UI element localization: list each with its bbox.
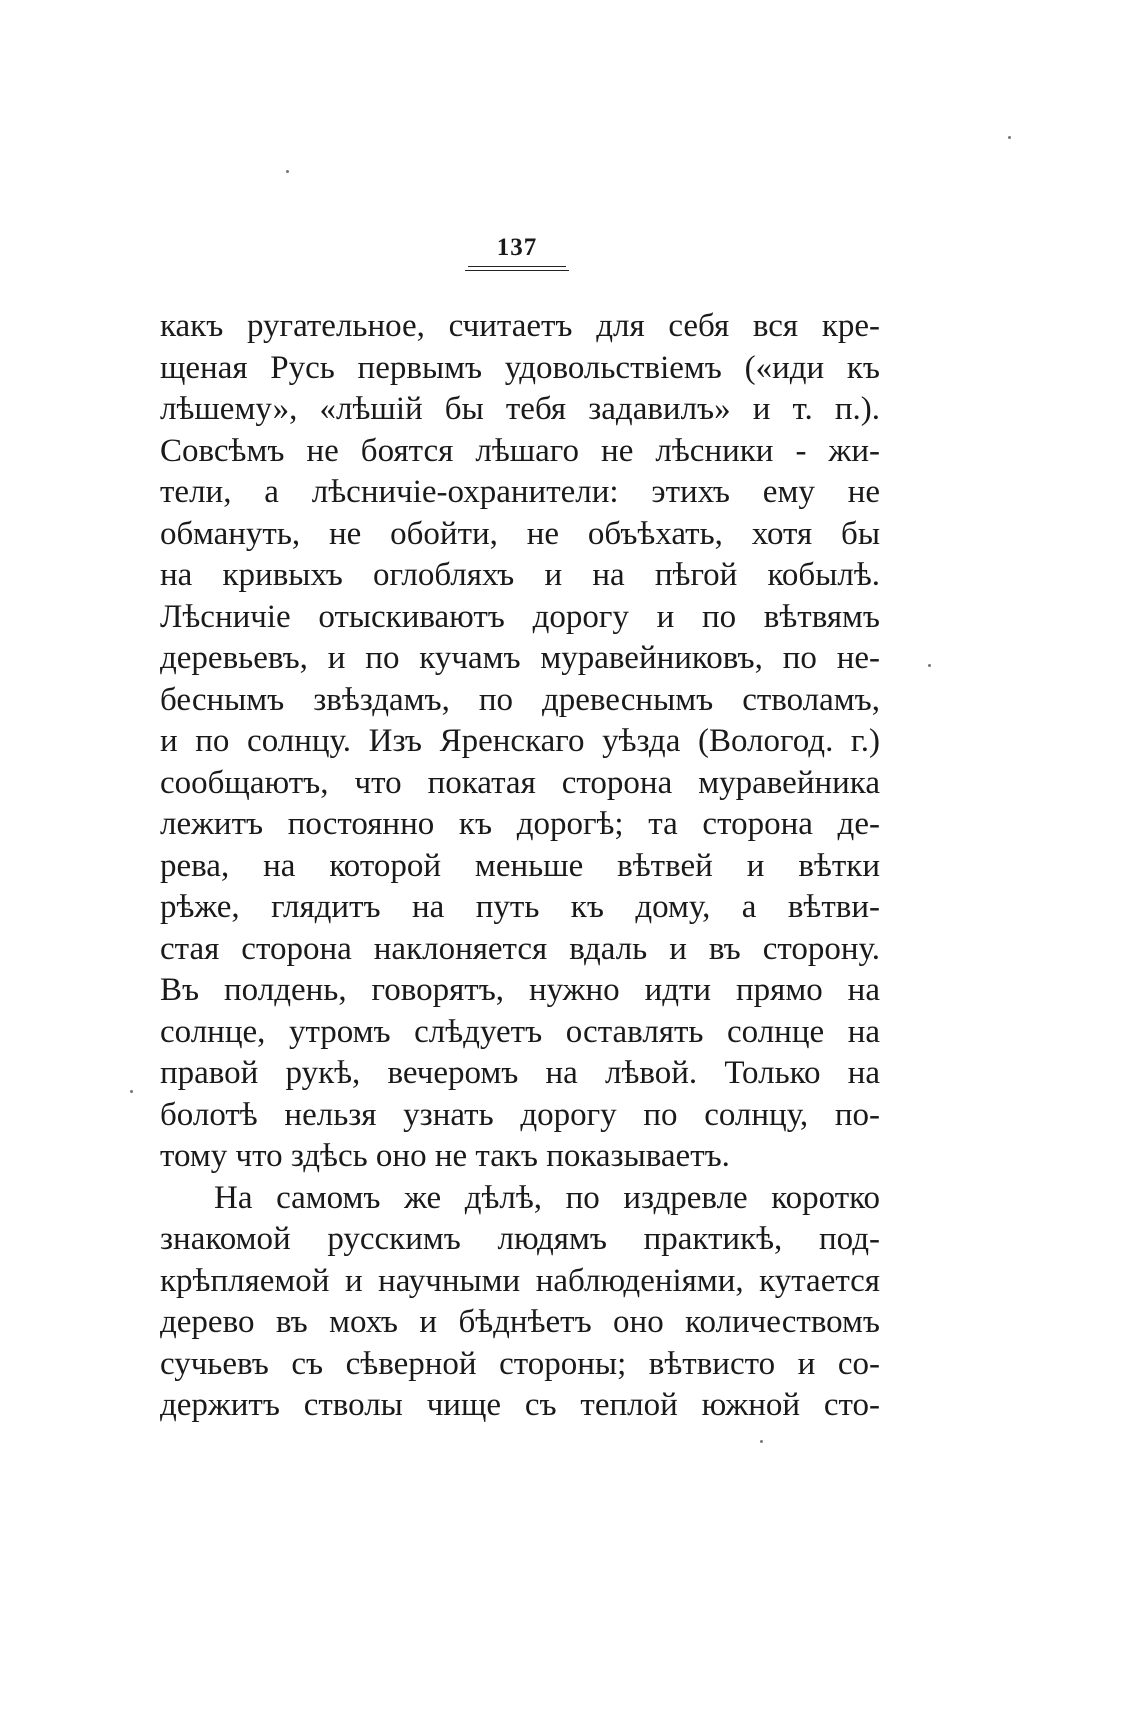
- text-line: деревьевъ, и по кучамъ муравейниковъ, по не-: [160, 640, 880, 676]
- text-line: держитъ стволы чище съ теплой южной сто-: [160, 1387, 880, 1423]
- text-line: лежитъ постоянно къ дорогѣ; та сторона де-: [160, 806, 880, 842]
- text-line: сообщаютъ, что покатая сторона муравейника: [160, 764, 880, 801]
- text-line: лѣшему», «лѣшій бы тебя задавилъ» и т. п.).: [160, 391, 880, 427]
- body-text: [160, 306, 880, 1427]
- text-line: стая сторона наклоняется вдаль и въ сторону.: [160, 930, 880, 967]
- text-line: Лѣсничіе отыскиваютъ дорогу и по вѣтвямъ: [160, 598, 880, 635]
- text-line: рева, на которой меньше вѣтвей и вѣтки: [160, 847, 880, 884]
- text-line: на кривыхъ оглобляхъ и на пѣгой кобылѣ.: [160, 557, 880, 593]
- text-line: На самомъ же дѣлѣ, по издревле коротко: [214, 1179, 880, 1216]
- text-line: сучьевъ съ сѣверной стороны; вѣтвисто и со-: [160, 1345, 880, 1382]
- text-line: Совсѣмъ не боятся лѣшаго не лѣсники - жи-: [160, 432, 880, 469]
- text-line: солнце, утромъ слѣдуетъ оставлять солнце на: [160, 1013, 880, 1050]
- text-line: тому что здѣсь оно не такъ показываетъ.: [160, 1138, 730, 1174]
- text-line: и по солнцу. Изъ Яренскаго уѣзда (Вологод. г.): [160, 723, 880, 759]
- text-line: тели, а лѣсничіе-охранители: этихъ ему не: [160, 474, 880, 510]
- paper-speck: [928, 664, 931, 667]
- text-line: дерево въ мохъ и бѣднѣетъ оно количествомъ: [160, 1304, 880, 1340]
- text-line: какъ ругательное, считаетъ для себя вся кре-: [160, 308, 880, 344]
- page-header: [462, 234, 572, 271]
- header-rule-double: [465, 270, 569, 271]
- paper-speck: [130, 1090, 133, 1093]
- paper-speck: [760, 1440, 763, 1443]
- paragraph-1: [160, 306, 880, 1178]
- paragraph-2: [160, 1178, 880, 1427]
- text-line: обмануть, не обойти, не объѣхать, хотя бы: [160, 515, 880, 552]
- text-line: знакомой русскимъ людямъ практикѣ, под-: [160, 1221, 880, 1257]
- paper-speck: [1008, 136, 1011, 139]
- paper-speck: [286, 170, 289, 173]
- header-rule: [468, 266, 566, 267]
- text-line: щеная Русь первымъ удовольствіемъ («иди къ: [160, 349, 880, 386]
- page-number: 137: [496, 234, 538, 261]
- text-line: правой рукѣ, вечеромъ на лѣвой. Только на: [160, 1055, 880, 1091]
- text-line: болотѣ нельзя узнать дорогу по солнцу, по-: [160, 1096, 880, 1133]
- text-line: рѣже, глядитъ на путь къ дому, а вѣтви-: [160, 889, 880, 925]
- text-line: Въ полдень, говорятъ, нужно идти прямо на: [160, 972, 880, 1008]
- text-line: беснымъ звѣздамъ, по древеснымъ стволамъ,: [160, 681, 880, 718]
- text-line: крѣпляемой и научными наблюденіями, кутается: [160, 1262, 880, 1299]
